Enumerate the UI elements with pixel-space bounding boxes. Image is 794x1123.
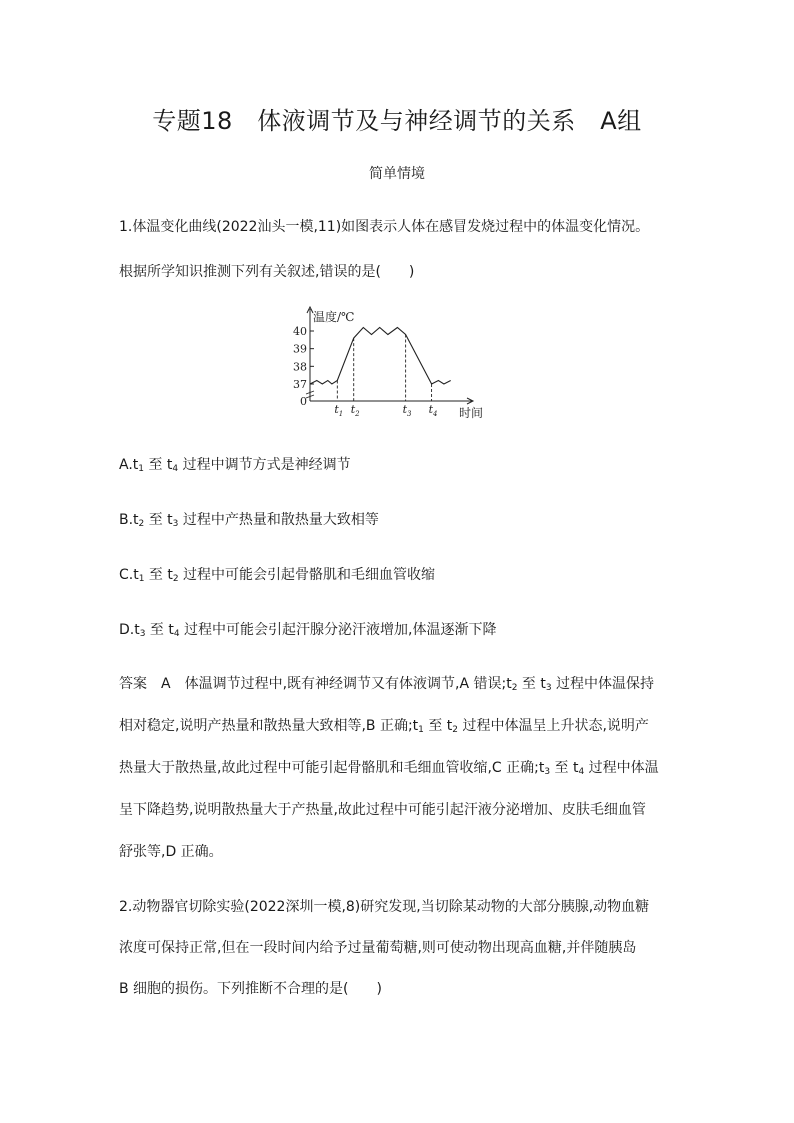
y-tick-label-origin: 0 <box>300 395 307 408</box>
temperature-curve <box>310 328 451 385</box>
y-tick-label: 37 <box>293 378 307 391</box>
time-marker-label: $t_4$ <box>428 403 438 418</box>
section-heading: 简单情境 <box>369 166 425 182</box>
chart-svg <box>283 303 513 423</box>
y-tick-label: 40 <box>293 325 307 338</box>
x-axis-label: 时间 <box>459 406 484 420</box>
time-marker-label: $t_3$ <box>402 403 412 418</box>
option-b[interactable]: $B.t_2$ 至 $t_3$ 过程中产热量和散热量大致相等 <box>119 512 379 529</box>
answer-line-1: 答案 A 体温调节过程中,既有神经调节又有体液调节,A 错误$;t_2$ 至 $t_3$ 过程中体温保持 <box>119 676 655 693</box>
body-temperature-chart <box>283 303 513 427</box>
time-marker-label: $t_1$ <box>334 403 344 418</box>
option-d[interactable]: $D.t_3$ 至 $t_4$ 过程中可能会引起汗腺分泌汗液增加,体温逐渐下降 <box>119 622 497 639</box>
y-tick-label: 39 <box>293 342 307 356</box>
question-2-stem-line-2: 浓度可保持正常,但在一段时间内给予过量葡萄糖,则可使动物出现高血糖,并伴随胰岛 <box>119 940 637 956</box>
question-2-stem-line-1: 2.动物器官切除实验(2022深圳一模,8)研究发现,当切除某动物的大部分胰腺,动物血糖 <box>119 899 650 915</box>
question-1-stem-line-2: 根据所学知识推测下列有关叙述,错误的是( ) <box>119 264 415 280</box>
option-a[interactable]: $A.t_1$ 至 $t_4$ 过程中调节方式是神经调节 <box>119 457 351 474</box>
answer-line-4: 呈下降趋势,说明散热量大于产热量,故此过程中可能引起汗液分泌增加、皮肤毛细血管 <box>119 802 646 818</box>
page-title: 专题18 体液调节及与神经调节的关系 A组 <box>152 107 642 135</box>
y-tick-label: 38 <box>293 360 307 374</box>
answer-line-2: 相对稳定,说明产热量和散热量大致相等,B 正确$;t_1$ 至 $t_2$ 过程中体温呈上升状态,说明产 <box>119 718 649 735</box>
question-1-stem-line-1: 1.体温变化曲线(2022汕头一模,11)如图表示人体在感冒发烧过程中的体温变化情况。 <box>119 219 650 235</box>
answer-line-3: 热量大于散热量,故此过程中可能引起骨骼肌和毛细血管收缩,C 正确$;t_3$ 至 $t_4$ 过程中体温 <box>119 760 659 777</box>
y-axis-label: 温度/℃ <box>313 310 355 324</box>
answer-line-5: 舒张等,D 正确。 <box>119 844 223 860</box>
option-c[interactable]: $C.t_1$ 至 $t_2$ 过程中可能会引起骨骼肌和毛细血管收缩 <box>119 567 436 584</box>
question-2-stem-line-3: B 细胞的损伤。下列推断不合理的是( ) <box>119 981 382 997</box>
time-marker-label: $t_2$ <box>350 403 360 418</box>
